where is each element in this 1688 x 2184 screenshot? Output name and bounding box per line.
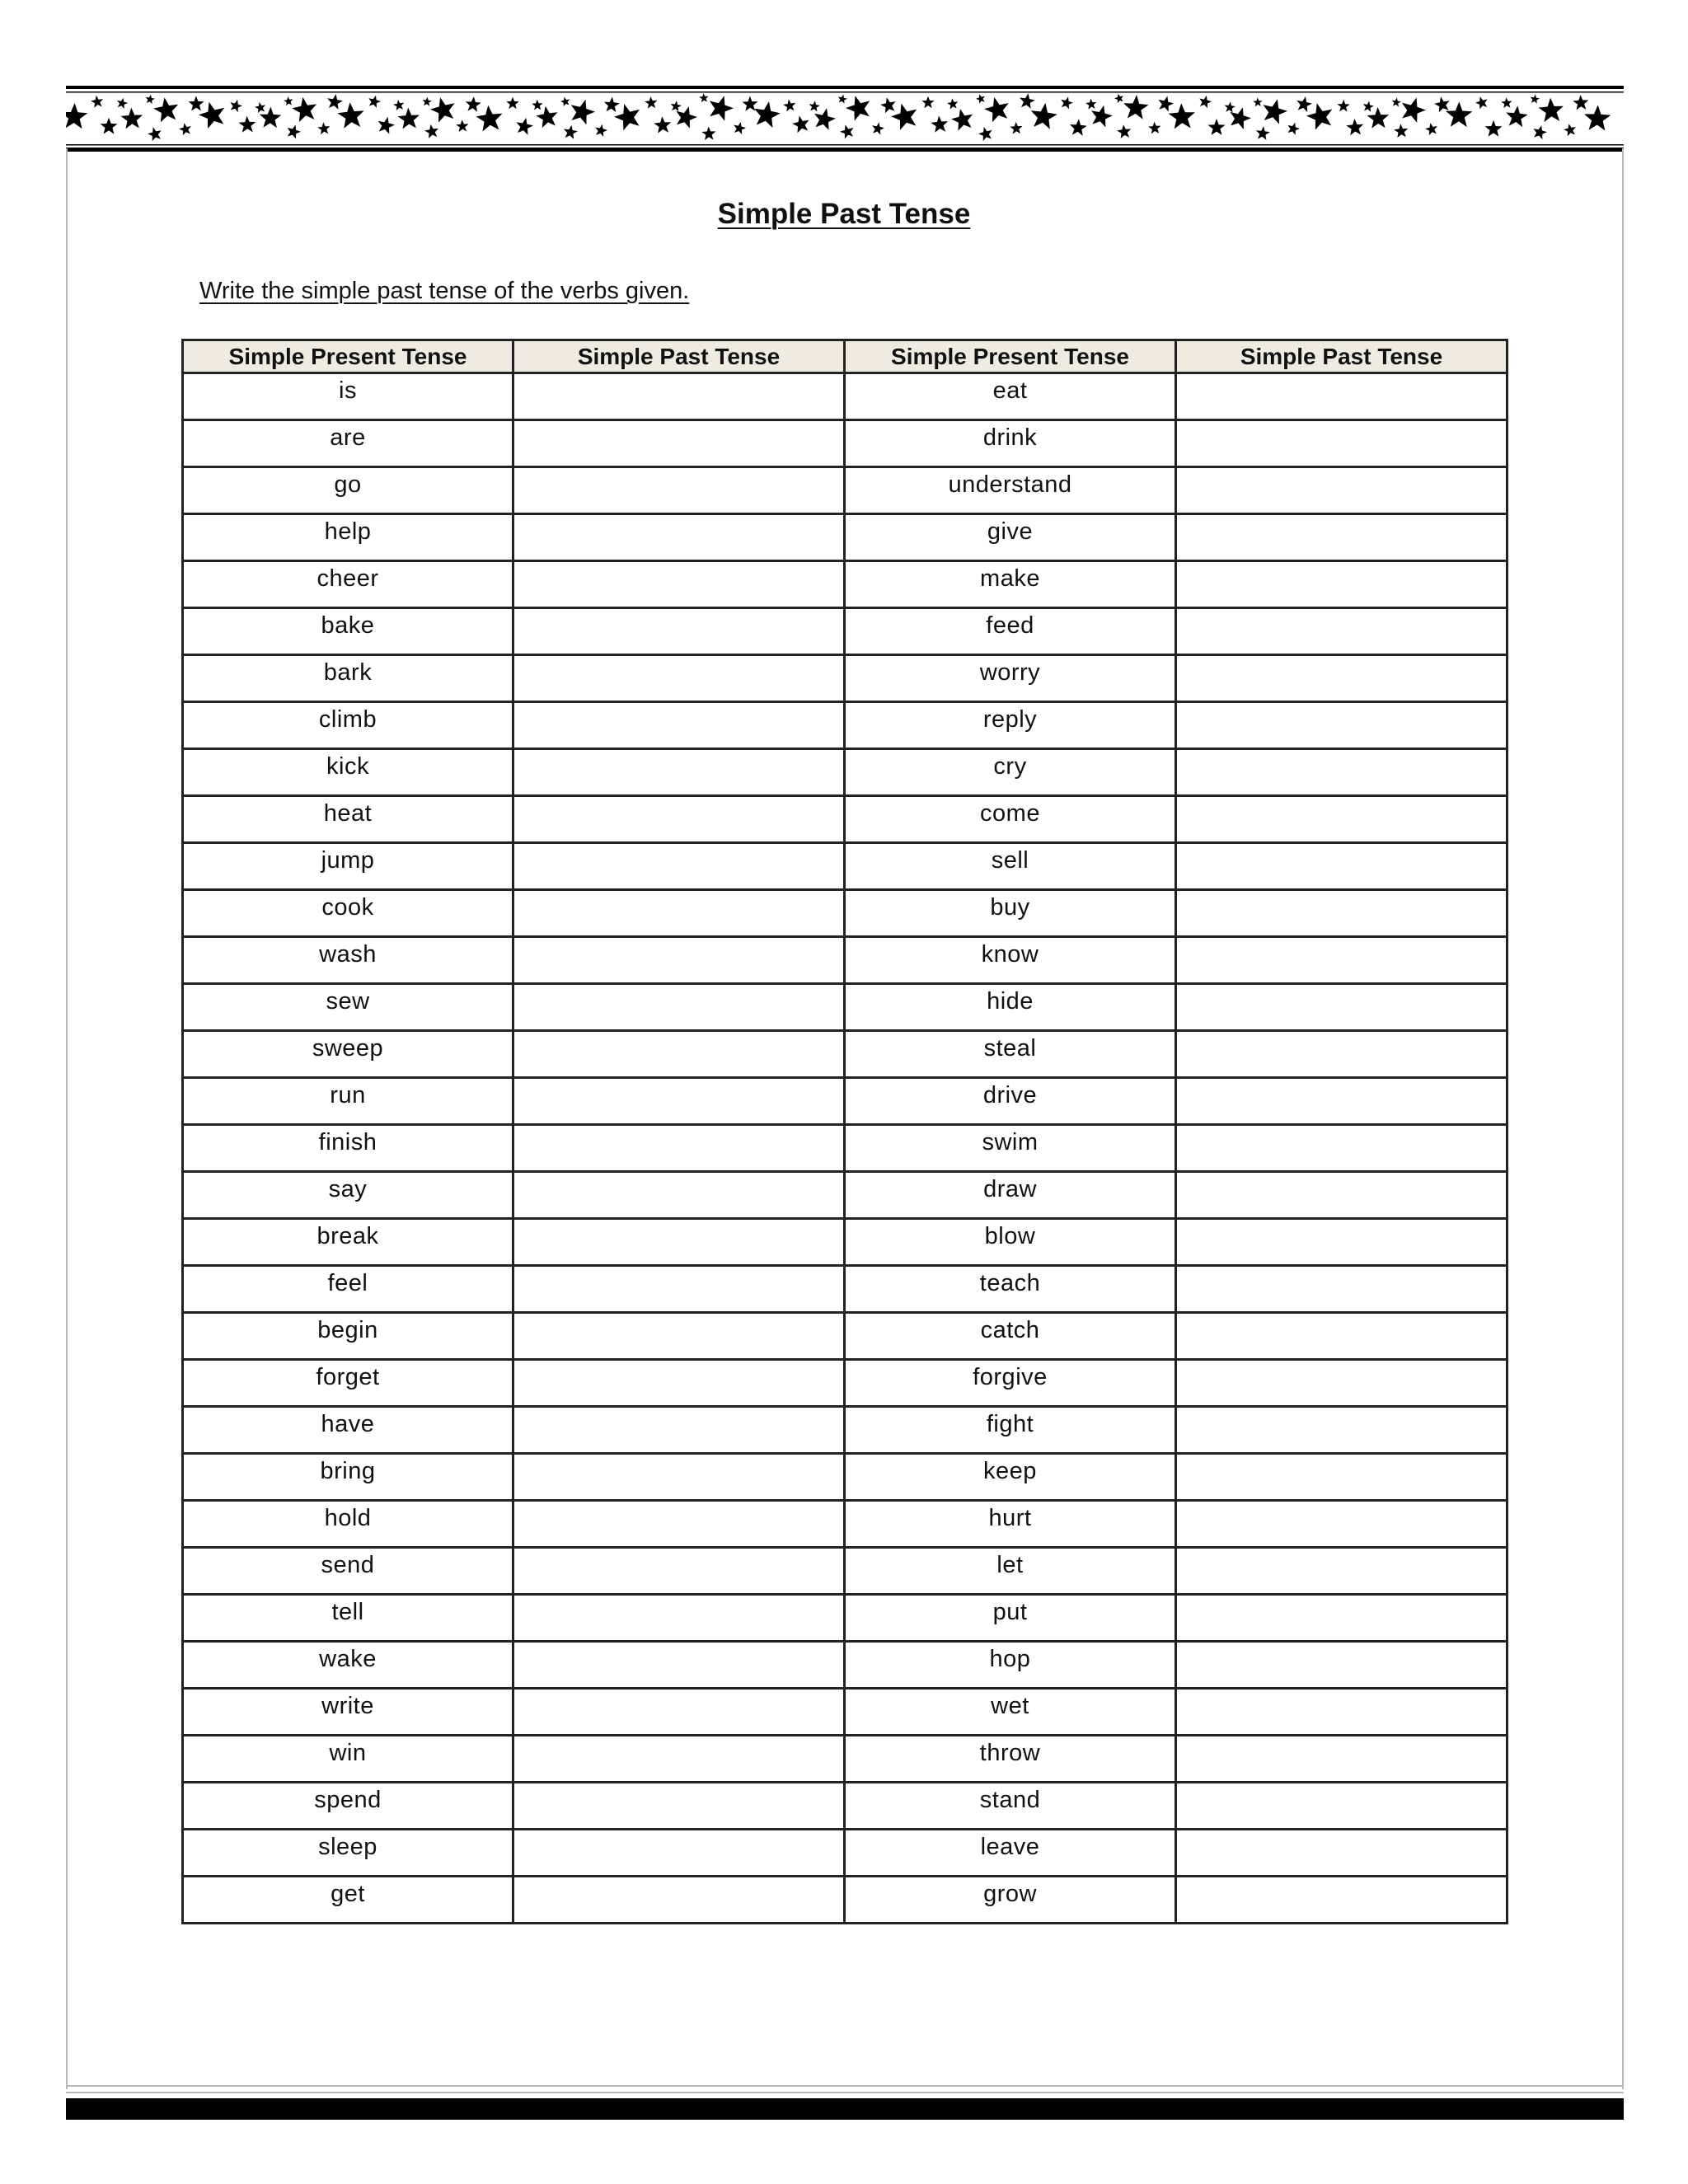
present-verb-right-cell: put (845, 1595, 1176, 1642)
star-icon (189, 96, 204, 110)
present-verb-right-cell: steal (845, 1031, 1176, 1078)
table-row (183, 1219, 1507, 1266)
present-verb-right-cell: hurt (845, 1501, 1176, 1548)
star-icon (1485, 120, 1503, 137)
star-icon (423, 97, 432, 106)
star-icon (255, 102, 265, 113)
star-icon (1506, 105, 1528, 127)
past-answer-right-cell[interactable] (1176, 1830, 1507, 1877)
past-answer-right-cell[interactable] (1176, 1125, 1507, 1172)
past-answer-left-cell[interactable] (513, 655, 845, 702)
present-verb-right-cell: fight (845, 1407, 1176, 1454)
star-icon (838, 95, 847, 104)
table-row (183, 937, 1507, 984)
star-icon (1338, 100, 1350, 112)
present-verb-right-cell: give (845, 514, 1176, 561)
star-icon (284, 96, 293, 105)
present-verb-left-cell: send (183, 1548, 513, 1595)
star-icon (921, 96, 934, 109)
header-present-tense-right: Simple Present Tense (845, 340, 1176, 373)
star-icon (327, 94, 343, 110)
table-row (183, 1877, 1507, 1924)
border-line (66, 91, 1624, 93)
star-icon (846, 96, 870, 121)
table-row (183, 1078, 1507, 1125)
star-icon (978, 127, 992, 141)
star-icon (238, 116, 256, 133)
present-verb-left-cell: tell (183, 1595, 513, 1642)
table-row (183, 373, 1507, 420)
star-icon (614, 104, 640, 130)
present-verb-left-cell: bring (183, 1454, 513, 1501)
present-verb-right-cell: buy (845, 890, 1176, 937)
past-answer-right-cell[interactable] (1176, 1219, 1507, 1266)
present-verb-right-cell: throw (845, 1736, 1176, 1783)
past-answer-left-cell[interactable] (513, 1548, 845, 1595)
present-verb-right-cell: sell (845, 843, 1176, 890)
past-answer-left-cell[interactable] (513, 890, 845, 937)
past-answer-left-cell[interactable] (513, 1877, 845, 1924)
past-answer-right-cell[interactable] (1176, 1783, 1507, 1830)
worksheet-title: Simple Past Tense (717, 198, 971, 230)
star-icon (1425, 123, 1437, 135)
past-answer-left-cell[interactable] (513, 420, 845, 467)
past-answer-left-cell[interactable] (513, 1125, 845, 1172)
present-verb-right-cell: stand (845, 1783, 1176, 1830)
present-verb-left-cell: wash (183, 937, 513, 984)
table-row (183, 1830, 1507, 1877)
star-icon (754, 101, 781, 128)
border-line (66, 144, 1624, 146)
star-icon (1208, 119, 1226, 135)
table-row (183, 561, 1507, 608)
table-row (183, 1783, 1507, 1830)
present-verb-left-cell: get (183, 1877, 513, 1924)
present-verb-right-cell: draw (845, 1172, 1176, 1219)
star-icon (710, 96, 734, 121)
star-icon (1253, 97, 1262, 106)
star-icon (1287, 123, 1300, 135)
star-icon (430, 97, 455, 122)
present-verb-left-cell: hold (183, 1501, 513, 1548)
star-icon (1296, 96, 1312, 112)
star-icon (1264, 99, 1288, 124)
past-answer-left-cell[interactable] (513, 1266, 845, 1313)
present-verb-right-cell: drink (845, 420, 1176, 467)
present-verb-right-cell: make (845, 561, 1176, 608)
present-verb-right-cell: drive (845, 1078, 1176, 1125)
past-answer-left-cell[interactable] (513, 608, 845, 655)
table-row (183, 1736, 1507, 1783)
past-answer-left-cell[interactable] (513, 702, 845, 749)
table-row (183, 1266, 1507, 1313)
star-icon (1148, 122, 1160, 134)
star-icon (564, 125, 578, 139)
star-icon (1230, 107, 1251, 129)
star-icon (1475, 96, 1488, 109)
page-frame-bottom-line (66, 2085, 1624, 2087)
present-verb-left-cell: have (183, 1407, 513, 1454)
star-icon (814, 108, 836, 130)
table-row (183, 1595, 1507, 1642)
past-answer-right-cell[interactable] (1176, 1595, 1507, 1642)
star-icon (976, 94, 985, 103)
present-verb-right-cell: feed (845, 608, 1176, 655)
present-verb-right-cell: reply (845, 702, 1176, 749)
star-icon (1031, 103, 1057, 129)
header-present-tense-left: Simple Present Tense (183, 340, 513, 373)
star-icon (1434, 96, 1450, 112)
star-icon (121, 108, 143, 129)
present-verb-right-cell: keep (845, 1454, 1176, 1501)
table-row (183, 1360, 1507, 1407)
table-row (183, 420, 1507, 467)
star-icon (398, 108, 420, 129)
present-verb-right-cell: worry (845, 655, 1176, 702)
table-row (183, 655, 1507, 702)
star-icon (1225, 102, 1236, 113)
present-verb-right-cell: eat (845, 373, 1176, 420)
present-verb-left-cell: bake (183, 608, 513, 655)
star-icon (66, 103, 87, 129)
star-icon (840, 124, 854, 138)
past-answer-left-cell[interactable] (513, 1830, 845, 1877)
past-answer-right-cell[interactable] (1176, 984, 1507, 1031)
present-verb-left-cell: is (183, 373, 513, 420)
past-answer-left-cell[interactable] (513, 1313, 845, 1360)
page-frame-left (66, 148, 68, 2089)
star-icon (809, 101, 820, 111)
star-icon (378, 117, 395, 134)
present-verb-right-cell: catch (845, 1313, 1176, 1360)
past-answer-left-cell[interactable] (513, 1031, 845, 1078)
present-verb-right-cell: forgive (845, 1360, 1176, 1407)
present-verb-right-cell: come (845, 796, 1176, 843)
star-icon (654, 116, 671, 133)
table-row (183, 1125, 1507, 1172)
present-verb-right-cell: blow (845, 1219, 1176, 1266)
star-icon (1306, 103, 1332, 129)
star-icon (701, 127, 715, 141)
star-icon (1199, 96, 1212, 108)
star-icon (148, 127, 162, 141)
table-row (183, 1172, 1507, 1219)
star-icon (532, 100, 542, 110)
table-row (183, 514, 1507, 561)
star-icon (1159, 96, 1175, 112)
star-icon (1346, 119, 1363, 135)
present-verb-left-cell: kick (183, 749, 513, 796)
present-verb-right-cell: grow (845, 1877, 1176, 1924)
past-answer-left-cell[interactable] (513, 1501, 845, 1548)
table-row (183, 608, 1507, 655)
present-verb-right-cell: hide (845, 984, 1176, 1031)
present-verb-left-cell: run (183, 1078, 513, 1125)
present-verb-right-cell: wet (845, 1689, 1176, 1736)
past-answer-left-cell[interactable] (513, 1783, 845, 1830)
past-answer-left-cell[interactable] (513, 1407, 845, 1454)
past-answer-left-cell[interactable] (513, 749, 845, 796)
star-icon (456, 120, 468, 132)
worksheet-instruction: Write the simple past tense of the verbs given. (199, 278, 690, 304)
table-header-row (183, 340, 1507, 373)
star-icon (1091, 105, 1113, 128)
past-answer-right-cell[interactable] (1176, 1501, 1507, 1548)
past-answer-right-cell[interactable] (1176, 1313, 1507, 1360)
star-icon (179, 123, 191, 135)
past-answer-left-cell[interactable] (513, 1172, 845, 1219)
past-answer-right-cell[interactable] (1176, 514, 1507, 561)
present-verb-left-cell: bark (183, 655, 513, 702)
star-icon (1392, 97, 1401, 106)
present-verb-left-cell: go (183, 467, 513, 514)
star-icon (1531, 95, 1540, 104)
past-answer-right-cell[interactable] (1176, 1266, 1507, 1313)
star-icon (734, 122, 746, 134)
star-icon (891, 104, 917, 130)
present-verb-left-cell: win (183, 1736, 513, 1783)
star-icon (1501, 97, 1512, 108)
star-icon (1539, 98, 1564, 123)
past-answer-left-cell[interactable] (513, 514, 845, 561)
present-verb-left-cell: heat (183, 796, 513, 843)
star-icon (1010, 122, 1022, 134)
star-icon (466, 96, 481, 112)
past-answer-right-cell[interactable] (1176, 890, 1507, 937)
past-answer-right-cell[interactable] (1176, 749, 1507, 796)
star-icon (146, 95, 155, 104)
star-icon (645, 96, 657, 109)
star-icon (1117, 124, 1131, 138)
page-footer-bar (66, 2098, 1624, 2120)
star-icon (1020, 93, 1035, 109)
present-verb-right-cell: leave (845, 1830, 1176, 1877)
table-row (183, 984, 1507, 1031)
border-line (66, 86, 1624, 89)
page-frame-bottom-line (66, 2092, 1624, 2093)
star-icon (699, 93, 708, 102)
star-icon (1394, 124, 1408, 138)
past-answer-right-cell[interactable] (1176, 1454, 1507, 1501)
star-icon (506, 97, 518, 110)
star-icon (671, 101, 682, 111)
star-icon (292, 97, 316, 122)
present-verb-left-cell: cook (183, 890, 513, 937)
present-verb-right-cell: let (845, 1548, 1176, 1595)
present-verb-right-cell: teach (845, 1266, 1176, 1313)
table-row (183, 1454, 1507, 1501)
present-verb-left-cell: spend (183, 1783, 513, 1830)
present-verb-left-cell: cheer (183, 561, 513, 608)
present-verb-left-cell: sew (183, 984, 513, 1031)
star-icon (153, 97, 178, 122)
star-icon (792, 115, 809, 133)
star-icon (1085, 99, 1096, 110)
star-icon (337, 102, 363, 129)
star-icon (947, 98, 958, 109)
past-answer-right-cell[interactable] (1176, 1548, 1507, 1595)
table-row (183, 1642, 1507, 1689)
past-answer-right-cell[interactable] (1176, 1689, 1507, 1736)
past-answer-left-cell[interactable] (513, 373, 845, 420)
present-verb-right-cell: swim (845, 1125, 1176, 1172)
present-verb-left-cell: help (183, 514, 513, 561)
star-icon (1123, 95, 1148, 120)
star-icon (476, 105, 502, 132)
past-answer-left-cell[interactable] (513, 1736, 845, 1783)
past-answer-left-cell[interactable] (513, 937, 845, 984)
past-answer-right-cell[interactable] (1176, 1736, 1507, 1783)
present-verb-left-cell: sleep (183, 1830, 513, 1877)
table-row (183, 749, 1507, 796)
table-row (183, 890, 1507, 937)
past-answer-right-cell[interactable] (1176, 420, 1507, 467)
star-icon (783, 100, 795, 112)
past-answer-left-cell[interactable] (513, 1642, 845, 1689)
star-icon (1402, 98, 1426, 123)
star-icon (571, 100, 595, 124)
star-icon (595, 124, 607, 137)
present-verb-left-cell: sweep (183, 1031, 513, 1078)
star-icon (951, 109, 973, 131)
star-border-decoration (66, 86, 1624, 152)
past-answer-left-cell[interactable] (513, 1078, 845, 1125)
star-icon (230, 100, 242, 112)
past-answer-right-cell[interactable] (1176, 1877, 1507, 1924)
star-icon (536, 106, 557, 128)
page-frame-right (1622, 148, 1624, 2089)
past-answer-left-cell[interactable] (513, 1219, 845, 1266)
star-icon (1070, 119, 1087, 135)
past-answer-left-cell[interactable] (513, 796, 845, 843)
table-row (183, 1031, 1507, 1078)
star-icon (604, 97, 620, 113)
present-verb-left-cell: say (183, 1172, 513, 1219)
table-row (183, 702, 1507, 749)
past-answer-left-cell[interactable] (513, 984, 845, 1031)
past-answer-right-cell[interactable] (1176, 561, 1507, 608)
present-verb-left-cell: jump (183, 843, 513, 890)
star-icon (1114, 94, 1123, 103)
star-icon (516, 118, 533, 135)
table-row (183, 467, 1507, 514)
star-icon (393, 100, 404, 110)
past-answer-left-cell[interactable] (513, 1689, 845, 1736)
past-answer-right-cell[interactable] (1176, 1360, 1507, 1407)
verb-table (181, 339, 1508, 1924)
star-icon (424, 124, 438, 138)
table-row (183, 1548, 1507, 1595)
present-verb-right-cell: know (845, 937, 1176, 984)
present-verb-right-cell: hop (845, 1642, 1176, 1689)
past-answer-right-cell[interactable] (1176, 608, 1507, 655)
past-answer-right-cell[interactable] (1176, 1078, 1507, 1125)
present-verb-right-cell: understand (845, 467, 1176, 514)
past-answer-right-cell[interactable] (1176, 655, 1507, 702)
star-icon (1256, 126, 1270, 140)
present-verb-right-cell: cry (845, 749, 1176, 796)
past-answer-left-cell[interactable] (513, 467, 845, 514)
past-answer-right-cell[interactable] (1176, 1172, 1507, 1219)
past-answer-right-cell[interactable] (1176, 1031, 1507, 1078)
past-answer-right-cell[interactable] (1176, 373, 1507, 420)
star-icon (676, 106, 697, 129)
past-answer-left-cell[interactable] (513, 843, 845, 890)
star-icon (984, 97, 1009, 122)
star-icon (1533, 125, 1547, 139)
star-icon (880, 97, 896, 113)
past-answer-left-cell[interactable] (513, 1360, 845, 1407)
past-answer-right-cell[interactable] (1176, 937, 1507, 984)
past-answer-right-cell[interactable] (1176, 1407, 1507, 1454)
star-icon (1573, 95, 1588, 110)
star-icon (1446, 101, 1472, 127)
past-answer-right-cell[interactable] (1176, 843, 1507, 890)
border-line (66, 148, 1624, 152)
table-row (183, 1407, 1507, 1454)
past-answer-left-cell[interactable] (513, 561, 845, 608)
star-icon (199, 102, 224, 129)
star-icon (560, 97, 570, 106)
header-past-tense-left: Simple Past Tense (513, 340, 845, 373)
star-icon (1363, 101, 1374, 112)
table-row (183, 1689, 1507, 1736)
star-icon (872, 122, 884, 134)
present-verb-left-cell: are (183, 420, 513, 467)
header-past-tense-right: Simple Past Tense (1176, 340, 1507, 373)
star-icon (1584, 105, 1611, 130)
star-icon (91, 96, 103, 108)
table-row (183, 1313, 1507, 1360)
present-verb-left-cell: forget (183, 1360, 513, 1407)
past-answer-right-cell[interactable] (1176, 796, 1507, 843)
table-row (183, 843, 1507, 890)
present-verb-left-cell: write (183, 1689, 513, 1736)
past-answer-right-cell[interactable] (1176, 702, 1507, 749)
present-verb-left-cell: climb (183, 702, 513, 749)
present-verb-left-cell: finish (183, 1125, 513, 1172)
star-icon (101, 118, 118, 134)
present-verb-left-cell: break (183, 1219, 513, 1266)
star-icon (1564, 124, 1576, 136)
table-row (183, 1501, 1507, 1548)
past-answer-right-cell[interactable] (1176, 467, 1507, 514)
present-verb-left-cell: begin (183, 1313, 513, 1360)
star-icon (117, 98, 128, 109)
star-icon (931, 115, 948, 132)
past-answer-left-cell[interactable] (513, 1454, 845, 1501)
past-answer-left-cell[interactable] (513, 1595, 845, 1642)
star-icon (288, 124, 301, 138)
past-answer-right-cell[interactable] (1176, 1642, 1507, 1689)
present-verb-left-cell: wake (183, 1642, 513, 1689)
star-icon (317, 122, 330, 134)
star-icon (1061, 96, 1073, 109)
table-row (183, 796, 1507, 843)
star-icon (368, 96, 381, 108)
present-verb-left-cell: feel (183, 1266, 513, 1313)
star-icon (1169, 103, 1195, 129)
